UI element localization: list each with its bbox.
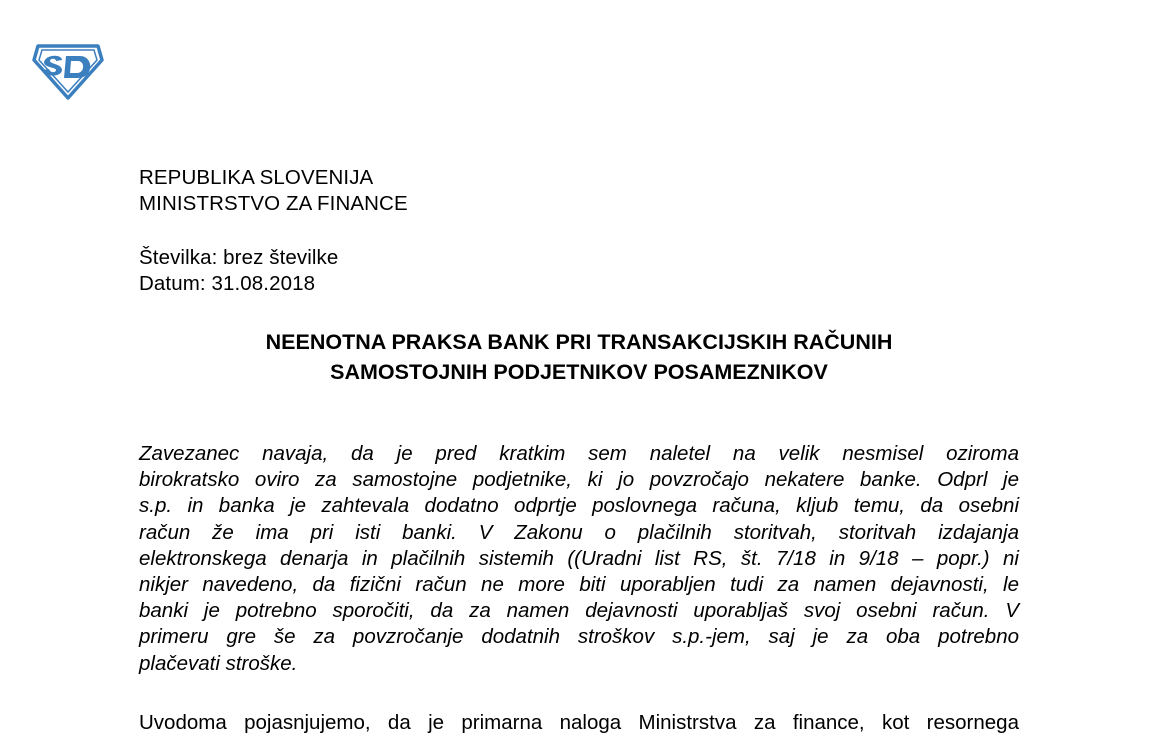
document-date: Datum: 31.08.2018 xyxy=(139,272,316,295)
title-line-2: SAMOSTOJNIH PODJETNIKOV POSAMEZNIKOV xyxy=(330,360,828,384)
header-line-republic: REPUBLIKA SLOVENIJA xyxy=(139,166,374,189)
paragraph-line: nikjer navedeno, da fizični račun ne more biti uporabljen tudi za namen dejavnosti, le xyxy=(139,572,1019,596)
document-meta xyxy=(139,245,338,297)
document-title xyxy=(139,327,1019,387)
answer-paragraph xyxy=(139,710,1019,736)
institution-header xyxy=(139,165,408,217)
paragraph-line: račun že ima pri isti banki. V Zakonu o plačilnih storitvah, storitvah izdajanja xyxy=(139,520,1019,544)
paragraph-line: plačevati stroške. xyxy=(139,651,298,675)
paragraph-line: primeru gre še za povzročanje dodatnih stroškov s.p.-jem, saj je za oba potrebno xyxy=(139,625,1019,649)
paragraph-line: s.p. in banka je zahtevala dodatno odprtje poslovnega računa, kljub temu, da osebni xyxy=(139,494,1019,518)
diamond-sd-logo-icon xyxy=(32,42,104,100)
paragraph-line: Uvodoma pojasnjujemo, da je primarna naloga Ministrstva za finance, kot resornega xyxy=(139,711,1019,734)
paragraph-line: banki je potrebno sporočiti, da za namen dejavnosti uporabljaš svoj osebni račun. V xyxy=(139,599,1019,623)
paragraph-line: Zavezanec navaja, da je pred kratkim sem naletel na velik nesmisel oziroma xyxy=(139,442,1019,465)
title-line-1: NEENOTNA PRAKSA BANK PRI TRANSAKCIJSKIH RAČUNIH xyxy=(265,330,893,354)
header-line-ministry: MINISTRSTVO ZA FINANCE xyxy=(139,192,408,215)
question-paragraph xyxy=(139,441,1019,677)
paragraph-line: elektronskega denarja in plačilnih sistemih ((Uradni list RS, št. 7/18 in 9/18 – popr.) ni xyxy=(139,546,1019,570)
paragraph-line: birokratsko oviro za samostojne podjetnike, ki jo povzročajo nekatere banke. Odprl je xyxy=(139,468,1019,492)
document-number: Številka: brez številke xyxy=(139,246,339,269)
